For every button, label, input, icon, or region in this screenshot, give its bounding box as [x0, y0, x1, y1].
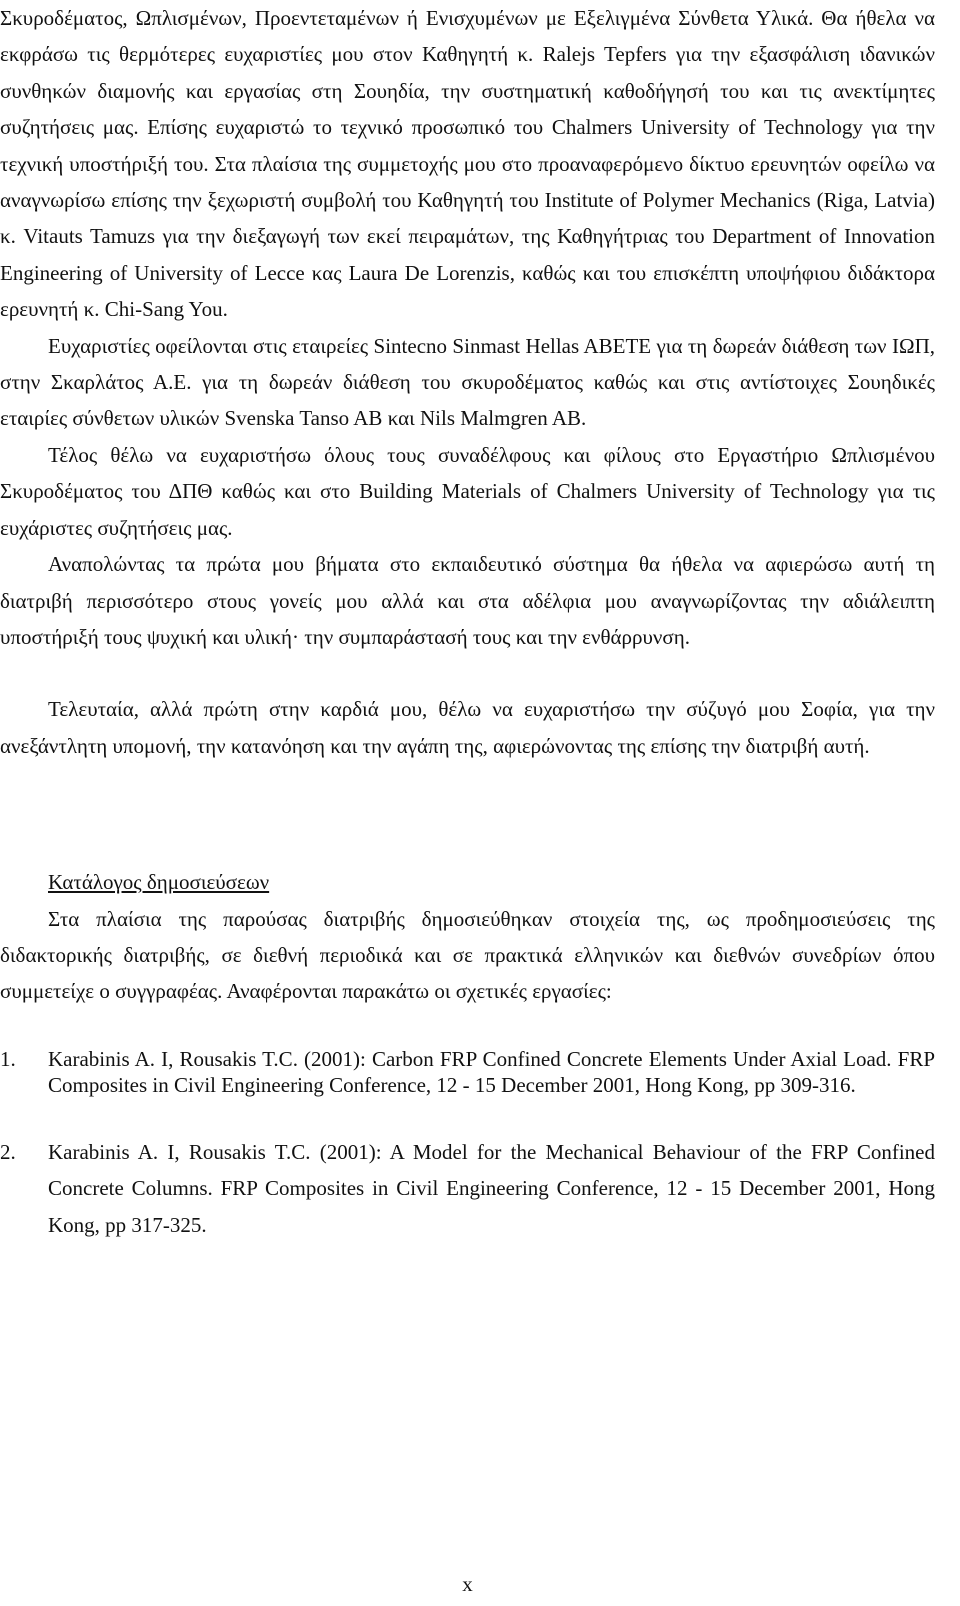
publication-text: Karabinis A. I, Rousakis T.C. (2001): Carbon FRP Confined Concrete Elements Under Axial Load. FRP Composites in Civil Engineering Conference, 12 - 15 December 2001, Hong Kong, pp 309-316.	[48, 1046, 935, 1097]
publication-item	[0, 1046, 935, 1098]
acknowledgement-paragraph-companies: Ευχαριστίες οφείλονται στις εταιρείες Sintecno Sinmast Hellas ABETE για τη δωρεάν διάθεση των ΙΩΠ, στην Σκαρλάτος Α.Ε. για τη δωρεάν διάθεση του σκυροδέματος καθώς και στις αντίστοιχες Σουηδικές εταιρίες σύνθετων υλικών Svenska Tanso AB και Nils Malmgren AB.	[0, 333, 935, 431]
spacer	[0, 655, 935, 691]
publication-text: Karabinis A. I, Rousakis T.C. (2001): A Model for the Mechanical Behaviour of the FRP Confined Concrete Columns. FRP Composites in Civil Engineering Conference, 12 - 15 December 2001, Hong Kong, pp 317-325.	[48, 1139, 935, 1237]
publication-item	[0, 1134, 935, 1243]
publications-heading-text: Κατάλογος δημοσιεύσεων	[48, 870, 270, 895]
publications-intro: Στα πλαίσια της παρούσας διατριβής δημοσιεύθηκαν στοιχεία της, ως προδημοσιεύσεις της διδακτορικής διατριβής, σε διεθνή περιοδικά και σε πρακτικά ελληνικών και διεθνών συνεδρίων όπου συμμετείχε ο συγγραφέας. Αναφέρονται παρακάτω οι σχετικές εργασίες:	[0, 906, 935, 1004]
publication-number: 2.	[0, 1139, 16, 1164]
publication-list	[0, 1046, 935, 1243]
spacer	[0, 1098, 935, 1134]
acknowledgement-paragraph-colleagues: Τέλος θέλω να ευχαριστήσω όλους τους συναδέλφους και φίλους στο Εργαστήριο Ωπλισμένου Σκυροδέματος του ΔΠΘ καθώς και στο Building Materials of Chalmers University of Technology για τις ευχάριστες συζητήσεις μας.	[0, 442, 935, 540]
publications-heading	[0, 864, 935, 900]
acknowledgement-paragraph-spouse: Τελευταία, αλλά πρώτη στην καρδιά μου, θέλω να ευχαριστήσω την σύζυγό μου Σοφία, για την ανεξάντλητη υπομονή, την κατανόηση και την αγάπη της, αφιερώνοντας της επίσης την διατριβή αυτή.	[0, 697, 935, 758]
spacer	[0, 764, 935, 864]
acknowledgement-paragraph-continued: Σκυροδέματος, Ωπλισμένων, Προεντεταμένων ή Ενισχυμένων με Εξελιγμένα Σύνθετα Υλικά. Θα ήθελα να εκφράσω τις θερμότερες ευχαριστίες μου στον Καθηγητή κ. Ralejs Tepfers για την εξασφάλιση ιδανικών συνθηκών διαμονής και εργασίας στη Σουηδία, την συστηματική καθοδήγησή του και τις ανεκτίμητες συζητήσεις μας. Επίσης ευχαριστώ το τεχνικό προσωπικό του Chalmers University of Technology για την τεχνική υποστήριξή του. Στα πλαίσια της συμμετοχής μου στο προαναφερόμενο δίκτυο ερευνητών οφείλω να αναγνωρίσω επίσης την ξεχωριστή συμβολή του Καθηγητή του Institute of Polymer Mechanics (Riga, Latvia) κ. Vitauts Tamuzs για την διεξαγωγή των εκεί πειραμάτων, της Καθηγήτριας του Department of Innovation Engineering of University of Lecce κας Laura De Lorenzis, καθώς και του επισκέπτη υποψήφιου διδάκτορα ερευνητή κ. Chi-Sang You.	[0, 6, 935, 322]
page-number: x	[462, 1572, 473, 1596]
spacer	[0, 1010, 935, 1046]
publication-number: 1.	[0, 1046, 16, 1071]
acknowledgement-paragraph-family: Αναπολώντας τα πρώτα μου βήματα στο εκπαιδευτικό σύστημα θα ήθελα να αφιερώσω αυτή τη διατριβή περισσότερο στους γονείς μου αλλά και στα αδέλφια μου αναγνωρίζοντας την αδιάλειπτη υποστήριξή τους ψυχική και υλική· την συμπαράστασή τους και την ενθάρρυνση.	[0, 552, 935, 649]
